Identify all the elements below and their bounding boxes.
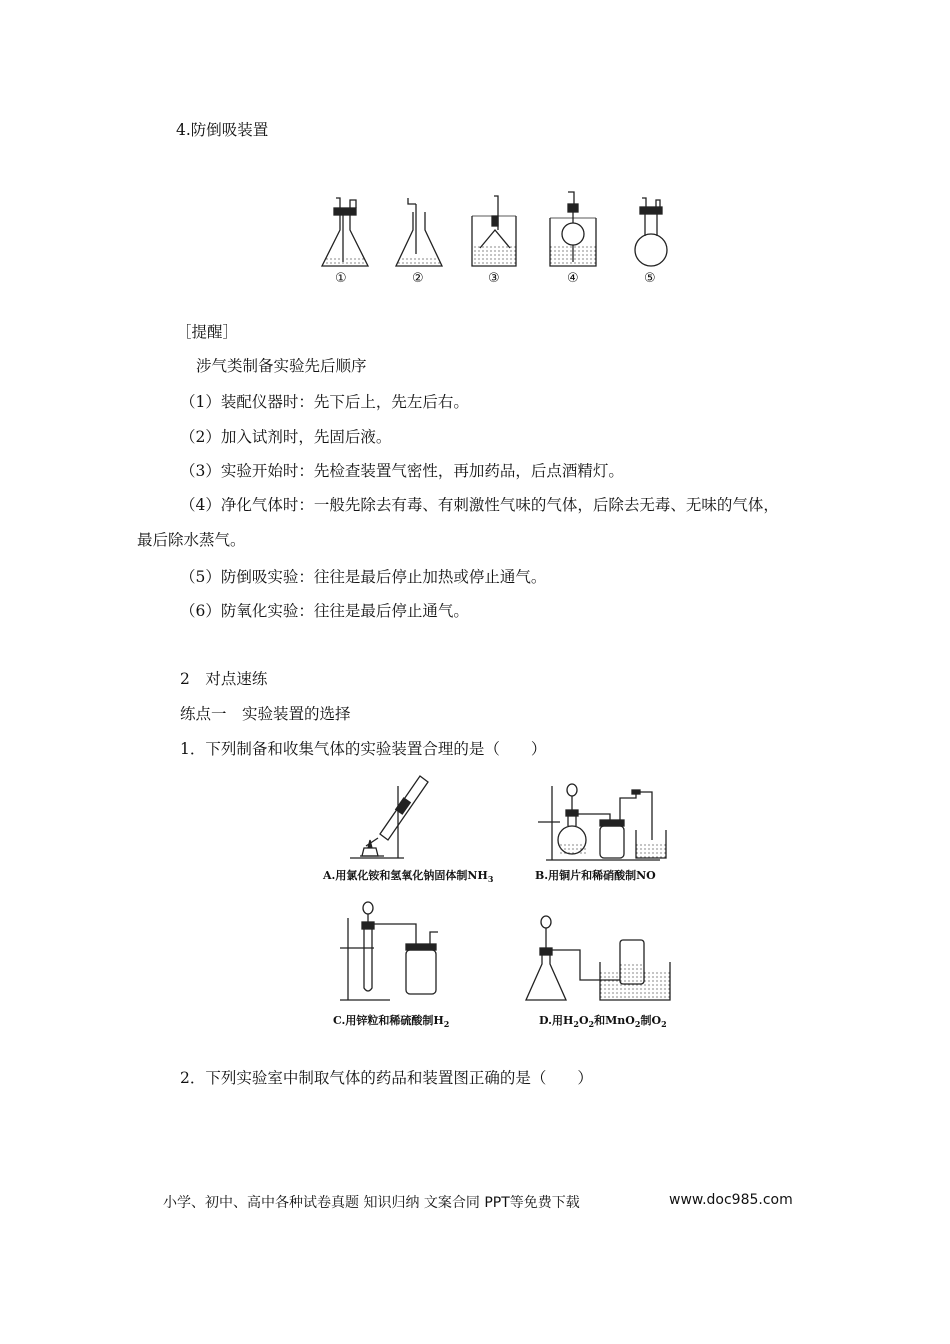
apparatus-label-1: ① xyxy=(335,271,347,286)
reminder-item-4: （4）净化气体时：一般先除去有毒、有刺激性气味的气体，后除去无毒、无味的气体， xyxy=(180,496,779,514)
apparatus-4-icon xyxy=(550,192,596,266)
reminder-item-2: （2）加入试剂时，先固后液。 xyxy=(180,428,392,446)
practice-point: 练点一 实验装置的选择 xyxy=(180,705,351,723)
reminder-item-5: （5）防倒吸实验：往往是最后停止加热或停止通气。 xyxy=(180,568,547,586)
apparatus-label-2: ② xyxy=(412,271,424,286)
reminder-heading: ［提醒］ xyxy=(176,323,239,341)
option-b-caption: B.用铜片和稀硝酸制NO xyxy=(535,869,656,882)
reminder-item-6: （6）防氧化实验：往往是最后停止通气。 xyxy=(180,602,469,620)
section-heading: 2 对点速练 xyxy=(180,670,268,688)
question-2: 2．下列实验室中制取气体的药品和装置图正确的是（ ） xyxy=(180,1069,593,1087)
apparatus-a-icon xyxy=(350,776,428,858)
option-d-caption: D.用$H_2O_2$和MnO$_2$制$O_2$ xyxy=(539,1014,667,1030)
q1-apparatus-figure xyxy=(320,768,680,1038)
apparatus-5-icon xyxy=(635,198,667,266)
reminder-item-3: （3）实验开始时：先检查装置气密性，再加药品，后点酒精灯。 xyxy=(180,462,624,480)
apparatus-label-5: ⑤ xyxy=(644,271,656,286)
reminder-item-4-cont: 最后除水蒸气。 xyxy=(137,531,246,549)
footer-url[interactable]: www.doc985.com xyxy=(669,1192,793,1208)
apparatus-c-icon xyxy=(340,902,438,1000)
reminder-subheading: 涉气类制备实验先后顺序 xyxy=(196,357,367,375)
option-a-caption: A.用氯化铵和氢氧化钠固体制$NH_3$ xyxy=(323,869,494,885)
anti-suction-apparatus-figure xyxy=(310,190,690,290)
apparatus-b-icon xyxy=(538,784,666,860)
footer-text: 小学、初中、高中各种试卷真题 知识归纳 文案合同 PPT等免费下载 xyxy=(163,1195,580,1211)
apparatus-2-icon xyxy=(396,198,442,266)
apparatus-label-3: ③ xyxy=(488,271,500,286)
apparatus-label-4: ④ xyxy=(567,271,579,286)
section-title: 4.防倒吸装置 xyxy=(176,121,269,139)
question-1: 1．下列制备和收集气体的实验装置合理的是（ ） xyxy=(180,740,547,758)
apparatus-1-icon xyxy=(322,198,368,266)
apparatus-3-icon xyxy=(472,196,516,266)
apparatus-d-icon xyxy=(526,916,670,1000)
option-c-caption: C.用锌粒和稀硫酸制$H_2$ xyxy=(333,1014,450,1030)
reminder-item-1: （1）装配仪器时：先下后上，先左后右。 xyxy=(180,393,469,411)
